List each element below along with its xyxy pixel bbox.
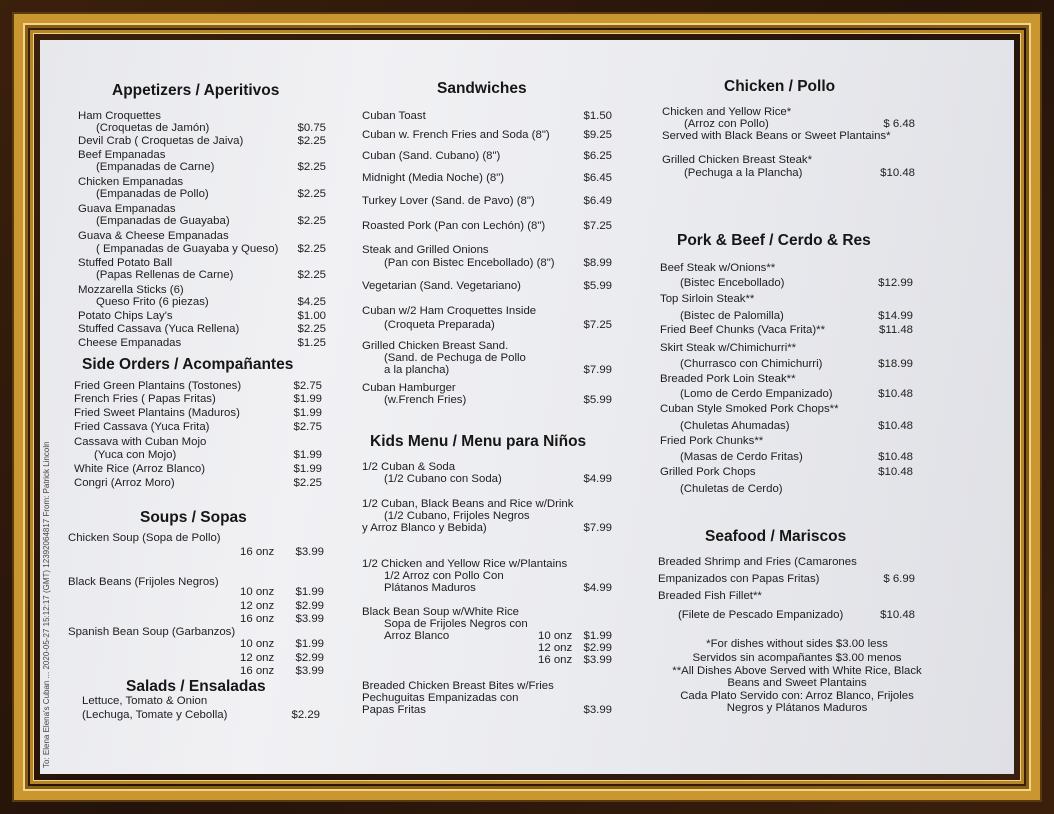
pork_beef-item-price: $10.48 — [878, 466, 913, 478]
pork_beef-item-name: (Bistec de Palomilla) — [680, 310, 784, 322]
soups-item-size: 16 onz — [240, 665, 275, 677]
sandwiches-item-price: $5.99 — [583, 280, 612, 292]
salads-title: Salads / Ensaladas — [126, 678, 266, 695]
appetizers-item-price: $4.25 — [297, 296, 326, 308]
kids-item-size: 12 onz — [538, 642, 573, 654]
chicken-item-name: Chicken and Yellow Rice* — [662, 106, 792, 118]
appetizers-item-price: $2.25 — [297, 188, 326, 200]
seafood-item-name: Breaded Fish Fillet** — [658, 590, 762, 602]
kids-title: Kids Menu / Menu para Niños — [370, 433, 587, 450]
soups-item-size: 16 onz — [240, 546, 275, 558]
sandwiches-item-name: Turkey Lover (Sand. de Pavo) (8") — [362, 195, 535, 207]
appetizers-item-name: Chicken Empanadas — [78, 176, 184, 188]
soups-item-price: $3.99 — [295, 613, 324, 625]
appetizers-item-price: $2.25 — [297, 215, 326, 227]
appetizers-item-name: Mozzarella Sticks (6) — [78, 284, 184, 296]
sides-item-price: $2.25 — [293, 477, 322, 489]
kids-item-price: $7.99 — [583, 522, 612, 534]
kids-item-name: 1/2 Cuban & Soda — [362, 461, 456, 473]
pork_beef-item-name: (Churrasco con Chimichurri) — [680, 358, 823, 370]
pork_beef-item-price: $14.99 — [878, 310, 913, 322]
sandwiches-item-name: Cuban w. French Fries and Soda (8") — [362, 129, 550, 141]
menu-note-line: Negros y Plátanos Maduros — [726, 702, 868, 714]
kids-item-price: $3.99 — [583, 654, 612, 666]
pork_beef-item-price: $10.48 — [878, 420, 913, 432]
sandwiches-item-name: a la plancha) — [384, 364, 450, 376]
kids-item-price: $1.99 — [583, 630, 612, 642]
sandwiches-item-name: (Croqueta Preparada) — [384, 319, 495, 331]
appetizers-item-price: $2.25 — [297, 269, 326, 281]
kids-item-size: 16 onz — [538, 654, 573, 666]
appetizers-item-name: Potato Chips Lay's — [78, 310, 173, 322]
pork_beef-item-price: $11.48 — [879, 324, 913, 336]
chicken-item-price: $10.48 — [880, 167, 915, 179]
kids-item-price: $3.99 — [583, 704, 612, 716]
appetizers-item-name: Cheese Empanadas — [78, 337, 182, 349]
menu-note-line: Cada Plato Servido con: Arroz Blanco, Frijoles — [680, 690, 914, 702]
sandwiches-title: Sandwiches — [437, 80, 527, 97]
chicken-item-name: Grilled Chicken Breast Steak* — [662, 154, 813, 166]
soups-item-size: 10 onz — [240, 638, 275, 650]
sides-item-name: Fried Cassava (Yuca Frita) — [74, 421, 210, 433]
menu-note-line: Beans and Sweet Plantains — [727, 677, 867, 689]
menu-page — [40, 40, 1014, 774]
sandwiches-item-price: $5.99 — [583, 394, 612, 406]
sides-item-name: Fried Sweet Plantains (Maduros) — [74, 407, 240, 419]
appetizers-item-name: (Croquetas de Jamón) — [96, 122, 210, 134]
sandwiches-item-price: $6.25 — [583, 150, 612, 162]
salads-item-name: Lettuce, Tomato & Onion — [82, 695, 208, 707]
chicken-item-name: (Pechuga a la Plancha) — [684, 167, 803, 179]
appetizers-item-name: Beef Empanadas — [78, 149, 166, 161]
appetizers-item-name: Guava & Cheese Empanadas — [78, 230, 229, 242]
salads-item-price: $2.29 — [291, 709, 320, 721]
sandwiches-item-name: Grilled Chicken Breast Sand. — [362, 340, 509, 352]
pork_beef-item-name: Skirt Steak w/Chimichurri** — [660, 342, 797, 354]
appetizers-item-price: $2.25 — [297, 135, 326, 147]
chicken-title: Chicken / Pollo — [724, 78, 836, 95]
kids-item-name: 1/2 Chicken and Yellow Rice w/Plantains — [362, 558, 568, 570]
soups-item-name: Chicken Soup (Sopa de Pollo) — [68, 532, 221, 544]
sandwiches-item-name: Vegetarian (Sand. Vegetariano) — [362, 280, 521, 292]
soups-item-name: Black Beans (Frijoles Negros) — [68, 576, 219, 588]
soups-item-price: $1.99 — [295, 586, 324, 598]
sandwiches-item-name: Midnight (Media Noche) (8") — [362, 172, 505, 184]
sandwiches-item-name: Roasted Pork (Pan con Lechón) (8") — [362, 220, 546, 232]
chicken-item-name: Served with Black Beans or Sweet Plantains* — [662, 130, 891, 142]
appetizers-item-name: (Empanadas de Carne) — [96, 161, 215, 173]
sandwiches-item-price: $7.25 — [583, 319, 612, 331]
sandwiches-item-name: (w.French Fries) — [384, 394, 467, 406]
seafood-item-price: $ 6.99 — [883, 573, 915, 585]
pork_beef-item-price: $18.99 — [878, 358, 913, 370]
pork_beef-item-name: Cuban Style Smoked Pork Chops** — [660, 403, 839, 415]
sandwiches-item-price: $7.99 — [583, 364, 612, 376]
sides-title: Side Orders / Acompañantes — [82, 356, 294, 373]
pork-beef-title: Pork & Beef / Cerdo & Res — [677, 232, 871, 249]
sandwiches-item-name: Cuban (Sand. Cubano) (8") — [362, 150, 501, 162]
kids-item-name: (1/2 Cubano con Soda) — [384, 473, 502, 485]
sandwiches-item-name: Cuban Hamburger — [362, 382, 456, 394]
kids-item-price: $2.99 — [583, 642, 612, 654]
kids-item-size: 10 onz — [538, 630, 573, 642]
appetizers-item-price: $2.25 — [297, 243, 326, 255]
kids-item-name: Arroz Blanco — [384, 630, 450, 642]
sandwiches-item-name: Cuban w/2 Ham Croquettes Inside — [362, 305, 537, 317]
appetizers-item-name: Queso Frito (6 piezas) — [96, 296, 209, 308]
sides-item-price: $1.99 — [293, 449, 322, 461]
soups-item-name: Spanish Bean Soup (Garbanzos) — [68, 626, 236, 638]
kids-item-price: $4.99 — [583, 473, 612, 485]
pork_beef-item-name: Fried Pork Chunks** — [660, 435, 764, 447]
appetizers-item-name: (Papas Rellenas de Carne) — [96, 269, 234, 281]
appetizers-item-price: $2.25 — [297, 161, 326, 173]
kids-item-name: Pechuguitas Empanizadas con — [362, 692, 519, 704]
salads-item-name: (Lechuga, Tomate y Cebolla) — [82, 709, 228, 721]
appetizers-item-price: $1.00 — [297, 310, 326, 322]
sides-item-name: Congri (Arroz Moro) — [74, 477, 175, 489]
seafood-item-name: Empanizados con Papas Fritas) — [658, 573, 820, 585]
pork_beef-item-price: $10.48 — [878, 451, 913, 463]
kids-item-name: Breaded Chicken Breast Bites w/Fries — [362, 680, 554, 692]
seafood-item-price: $10.48 — [880, 609, 915, 621]
soups-item-size: 16 onz — [240, 613, 275, 625]
soups-item-price: $3.99 — [295, 546, 324, 558]
appetizers-item-name: Guava Empanadas — [78, 203, 176, 215]
kids-item-name: 1/2 Cuban, Black Beans and Rice w/Drink — [362, 498, 574, 510]
appetizers-item-name: (Empanadas de Pollo) — [96, 188, 209, 200]
pork_beef-item-name: Breaded Pork Loin Steak** — [660, 373, 796, 385]
sides-item-name: (Yuca con Mojo) — [94, 449, 177, 461]
pork_beef-item-name: (Chuletas de Cerdo) — [680, 483, 783, 495]
kids-item-price: $4.99 — [583, 582, 612, 594]
appetizers-item-name: Devil Crab ( Croquetas de Jaiva) — [78, 135, 244, 147]
kids-item-name: y Arroz Blanco y Bebida) — [362, 522, 487, 534]
sandwiches-item-price: $6.45 — [583, 172, 612, 184]
appetizers-item-price: $2.25 — [297, 323, 326, 335]
kids-item-name: Black Bean Soup w/White Rice — [362, 606, 520, 618]
menu-note-line: Servidos sin acompañantes $3.00 menos — [692, 652, 902, 664]
menu-note-line: *For dishes without sides $3.00 less — [706, 638, 888, 650]
pork_beef-item-name: (Bistec Encebollado) — [680, 277, 785, 289]
sides-item-price: $2.75 — [293, 380, 322, 392]
soups-item-price: $2.99 — [295, 600, 324, 612]
sandwiches-item-price: $7.25 — [583, 220, 612, 232]
sides-item-price: $2.75 — [293, 421, 322, 433]
seafood-item-name: Breaded Shrimp and Fries (Camarones — [658, 556, 857, 568]
kids-item-name: (1/2 Cubano, Frijoles Negros — [384, 510, 530, 522]
sandwiches-item-price: $9.25 — [583, 129, 612, 141]
sandwiches-item-name: Steak and Grilled Onions — [362, 244, 489, 256]
soups-item-size: 12 onz — [240, 652, 275, 664]
seafood-title: Seafood / Mariscos — [705, 528, 847, 545]
appetizers-item-name: Ham Croquettes — [78, 110, 161, 122]
sandwiches-item-name: Cuban Toast — [362, 110, 426, 122]
pork_beef-item-name: Grilled Pork Chops — [660, 466, 756, 478]
fax-header: To: Elena Elena's Cuban ... 2020-05-27 15:12:17 (GMT) 12392064817 From: Patrick Lincoln — [42, 441, 51, 768]
menu-note-line: **All Dishes Above Served with White Rice, Black — [672, 665, 922, 677]
kids-item-name: Sopa de Frijoles Negros con — [384, 618, 528, 630]
sandwiches-item-price: $6.49 — [583, 195, 612, 207]
sides-item-name: Cassava with Cuban Mojo — [74, 436, 207, 448]
sides-item-name: White Rice (Arroz Blanco) — [74, 463, 206, 475]
appetizers-item-price: $0.75 — [297, 122, 326, 134]
sides-item-price: $1.99 — [293, 463, 322, 475]
soups-item-size: 12 onz — [240, 600, 275, 612]
sandwiches-item-price: $8.99 — [583, 257, 612, 269]
appetizers-item-name: Stuffed Cassava (Yuca Rellena) — [78, 323, 240, 335]
chicken-item-name: (Arroz con Pollo) — [684, 118, 769, 130]
soups-item-size: 10 onz — [240, 586, 275, 598]
appetizers-item-name: ( Empanadas de Guayaba y Queso) — [96, 243, 279, 255]
kids-item-name: Plátanos Maduros — [384, 582, 476, 594]
sandwiches-item-name: (Pan con Bistec Encebollado) (8") — [384, 257, 555, 269]
pork_beef-item-name: Top Sirloin Steak** — [660, 293, 755, 305]
kids-item-name: 1/2 Arroz con Pollo Con — [384, 570, 504, 582]
soups-item-price: $2.99 — [295, 652, 324, 664]
sides-item-price: $1.99 — [293, 407, 322, 419]
pork_beef-item-name: Beef Steak w/Onions** — [660, 262, 776, 274]
chicken-item-price: $ 6.48 — [883, 118, 915, 130]
appetizers-item-name: Stuffed Potato Ball — [78, 257, 173, 269]
sides-item-name: French Fries ( Papas Fritas) — [74, 393, 216, 405]
sides-item-price: $1.99 — [293, 393, 322, 405]
soups-item-price: $1.99 — [295, 638, 324, 650]
seafood-item-name: (Filete de Pescado Empanizado) — [678, 609, 844, 621]
pork_beef-item-price: $12.99 — [878, 277, 913, 289]
pork_beef-item-name: (Masas de Cerdo Fritas) — [680, 451, 803, 463]
kids-item-name: Papas Fritas — [362, 704, 426, 716]
appetizers-item-name: (Empanadas de Guayaba) — [96, 215, 230, 227]
pork_beef-item-name: Fried Beef Chunks (Vaca Frita)** — [660, 324, 826, 336]
appetizers-title: Appetizers / Aperitivos — [112, 82, 280, 99]
sandwiches-item-name: (Sand. de Pechuga de Pollo — [384, 352, 526, 364]
soups-title: Soups / Sopas — [140, 509, 247, 526]
appetizers-item-price: $1.25 — [297, 337, 326, 349]
soups-item-price: $3.99 — [295, 665, 324, 677]
pork_beef-item-name: (Chuletas Ahumadas) — [680, 420, 790, 432]
sandwiches-item-price: $1.50 — [583, 110, 612, 122]
pork_beef-item-price: $10.48 — [878, 388, 913, 400]
pork_beef-item-name: (Lomo de Cerdo Empanizado) — [680, 388, 833, 400]
sides-item-name: Fried Green Plantains (Tostones) — [74, 380, 242, 392]
